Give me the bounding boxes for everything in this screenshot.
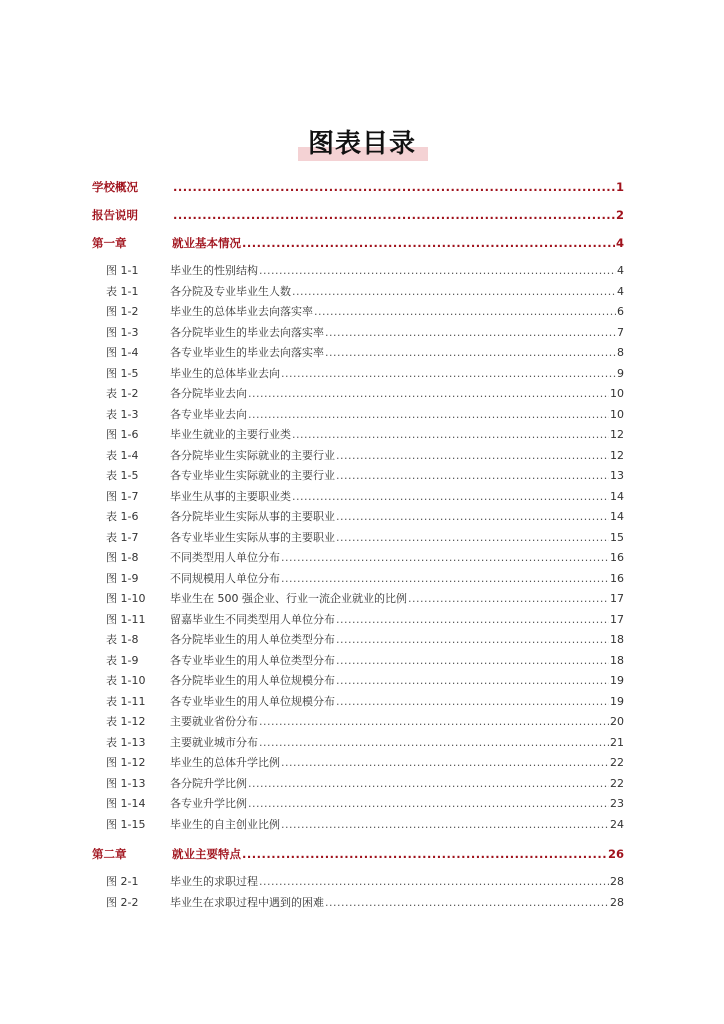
toc-item-title: 各专业毕业生实际就业的主要行业 (170, 469, 335, 483)
toc-item-page: 12 (610, 448, 624, 462)
toc-item-page: 13 (610, 469, 624, 483)
toc-leader-dots (281, 756, 609, 770)
toc-leader-dots (325, 326, 616, 340)
toc-item-label: 表 1-4 (106, 448, 139, 462)
toc-leader-dots (336, 695, 609, 709)
toc-leader-dots (336, 510, 609, 524)
toc-item[interactable] (92, 671, 624, 692)
toc-leader-dots (248, 408, 609, 422)
toc-item-label: 图 1-5 (106, 366, 139, 380)
toc-item[interactable] (92, 364, 624, 385)
toc-item-page: 12 (610, 428, 624, 442)
page-title-text: 图表目录 (307, 129, 416, 159)
toc-item-title: 各专业升学比例 (170, 797, 247, 811)
toc-entry-title: 就业主要特点 (172, 847, 241, 861)
toc-item-title: 各分院毕业生实际就业的主要行业 (170, 448, 335, 462)
toc-item-title: 毕业生从事的主要职业类 (170, 489, 291, 503)
toc-entry-title: 就业基本情况 (172, 236, 241, 250)
toc-item-page: 21 (610, 735, 624, 749)
toc-item-label: 图 1-8 (106, 551, 139, 565)
toc-item-title: 各分院毕业生的毕业去向落实率 (170, 325, 324, 339)
toc-leader-dots (259, 875, 609, 889)
toc-item[interactable] (92, 589, 624, 610)
toc-item-page: 18 (610, 653, 624, 667)
toc-leader-dots (336, 531, 609, 545)
toc-item[interactable] (92, 425, 624, 446)
toc-item-label: 图 1-13 (106, 776, 146, 790)
toc-leader-dots (336, 654, 609, 668)
toc-item-title: 毕业生的性别结构 (170, 264, 258, 278)
toc-item[interactable] (92, 446, 624, 467)
toc-item-label: 表 1-8 (106, 633, 139, 647)
toc-leader-dots (292, 428, 609, 442)
toc-item-title: 毕业生就业的主要行业类 (170, 428, 291, 442)
toc-item-label: 表 1-9 (106, 653, 139, 667)
toc-item-title: 毕业生的总体毕业去向 (170, 366, 280, 380)
toc-item[interactable] (92, 507, 624, 528)
toc-item-title: 不同类型用人单位分布 (170, 551, 280, 565)
toc-item[interactable] (92, 405, 624, 426)
toc-item-label: 表 1-12 (106, 715, 146, 729)
toc-item[interactable] (92, 384, 624, 405)
toc-item-title: 主要就业城市分布 (170, 735, 258, 749)
toc-leader-dots (173, 208, 615, 222)
toc-leader-dots (242, 236, 615, 250)
toc-item-page: 17 (610, 592, 624, 606)
toc-item-label: 表 1-1 (106, 284, 139, 298)
toc-item-title: 各专业毕业生的用人单位类型分布 (170, 653, 335, 667)
toc-item-label: 图 1-11 (106, 612, 146, 626)
toc-item-label: 表 1-10 (106, 674, 146, 688)
toc-item-page: 20 (610, 715, 624, 729)
toc-leader-dots (292, 285, 616, 299)
toc-leader-dots (173, 180, 615, 194)
toc-item-page: 9 (617, 366, 624, 380)
toc-entry-chapter-1[interactable] (92, 236, 624, 250)
toc-entry-label: 第二章 (92, 847, 127, 861)
toc-item-label: 图 1-1 (106, 264, 139, 278)
toc-item-title: 毕业生在 500 强企业、行业一流企业就业的比例 (170, 592, 407, 606)
toc-item-label: 表 1-6 (106, 510, 139, 524)
toc-leader-dots (336, 633, 609, 647)
toc-leader-dots (242, 847, 607, 861)
toc-item-label: 表 1-3 (106, 407, 139, 421)
toc-item-page: 23 (610, 797, 624, 811)
toc-item-page: 22 (610, 776, 624, 790)
toc-item[interactable] (92, 692, 624, 713)
toc-item-page: 4 (617, 264, 624, 278)
toc-leader-dots (248, 387, 609, 401)
toc-entry-label: 第一章 (92, 236, 127, 250)
toc-entry-page: 2 (615, 208, 624, 222)
toc-item-label: 图 1-9 (106, 571, 139, 585)
toc-item-title: 各分院及专业毕业生人数 (170, 284, 291, 298)
toc-item-page: 4 (617, 284, 624, 298)
toc-item[interactable] (92, 323, 624, 344)
toc-entry-school-overview[interactable] (92, 180, 624, 194)
toc-item-label: 图 2-2 (106, 895, 139, 909)
toc-item-label: 图 1-14 (106, 797, 146, 811)
toc-item[interactable] (92, 733, 624, 754)
toc-entry-page: 1 (615, 180, 624, 194)
toc-item-title: 各分院毕业去向 (170, 387, 247, 401)
toc-item-label: 图 1-15 (106, 817, 146, 831)
toc-item[interactable] (92, 487, 624, 508)
chapter-2-list (92, 872, 624, 913)
toc-item-page: 17 (610, 612, 624, 626)
toc-leader-dots (336, 674, 609, 688)
toc-entry-chapter-2[interactable] (92, 847, 624, 861)
toc-item-title: 毕业生的求职过程 (170, 875, 258, 889)
toc-item[interactable] (92, 712, 624, 733)
toc-item-label: 表 1-7 (106, 530, 139, 544)
toc-item-page: 6 (617, 305, 624, 319)
toc-entry-report-notes[interactable] (92, 208, 624, 222)
toc-leader-dots (281, 551, 609, 565)
toc-item-label: 图 1-12 (106, 756, 146, 770)
toc-item-page: 18 (610, 633, 624, 647)
toc-item[interactable] (92, 343, 624, 364)
toc-item-page: 14 (610, 489, 624, 503)
toc-item-page: 10 (610, 407, 624, 421)
toc-item-label: 表 1-2 (106, 387, 139, 401)
toc-entry-page: 4 (615, 236, 624, 250)
toc-item-title: 主要就业省份分布 (170, 715, 258, 729)
toc-leader-dots (336, 613, 609, 627)
toc-entry-page: 26 (607, 847, 624, 861)
toc-leader-dots (259, 736, 609, 750)
toc-item-page: 16 (610, 551, 624, 565)
toc-item-title: 不同规模用人单位分布 (170, 571, 280, 585)
toc-item[interactable] (92, 872, 624, 893)
toc-item-label: 图 1-7 (106, 489, 139, 503)
toc-item-label: 图 1-10 (106, 592, 146, 606)
toc-leader-dots (259, 264, 616, 278)
chapter-1-list (92, 261, 624, 835)
toc-item-page: 19 (610, 694, 624, 708)
toc-item[interactable] (92, 753, 624, 774)
toc-leader-dots (336, 449, 609, 463)
table-of-figures (92, 176, 624, 913)
toc-leader-dots (408, 592, 609, 606)
toc-leader-dots (336, 469, 609, 483)
toc-item-label: 图 1-6 (106, 428, 139, 442)
toc-item-page: 7 (617, 325, 624, 339)
toc-item[interactable] (92, 815, 624, 836)
toc-leader-dots (281, 367, 616, 381)
toc-item-title: 各分院毕业生实际从事的主要职业 (170, 510, 335, 524)
toc-item-page: 10 (610, 387, 624, 401)
toc-leader-dots (248, 777, 609, 791)
toc-leader-dots (314, 305, 616, 319)
toc-item[interactable] (92, 466, 624, 487)
toc-item-title: 毕业生的总体毕业去向落实率 (170, 305, 313, 319)
toc-item[interactable] (92, 893, 624, 914)
toc-leader-dots (248, 797, 609, 811)
page-title (302, 126, 422, 162)
toc-item-title: 各分院毕业生的用人单位规模分布 (170, 674, 335, 688)
toc-leader-dots (259, 715, 609, 729)
toc-item[interactable] (92, 261, 624, 282)
toc-item-page: 14 (610, 510, 624, 524)
toc-item-label: 表 1-5 (106, 469, 139, 483)
toc-item-page: 8 (617, 346, 624, 360)
toc-item-page: 24 (610, 817, 624, 831)
toc-item[interactable] (92, 651, 624, 672)
toc-item[interactable] (92, 548, 624, 569)
toc-item-title: 各专业毕业去向 (170, 407, 247, 421)
toc-item-page: 28 (610, 895, 624, 909)
toc-item-title: 毕业生在求职过程中遇到的困难 (170, 895, 324, 909)
toc-item-label: 图 2-1 (106, 875, 139, 889)
page-title-wrap (0, 126, 724, 162)
toc-item-title: 毕业生的自主创业比例 (170, 817, 280, 831)
toc-item-label: 表 1-11 (106, 694, 146, 708)
toc-item-label: 表 1-13 (106, 735, 146, 749)
toc-item[interactable] (92, 282, 624, 303)
toc-item-label: 图 1-2 (106, 305, 139, 319)
toc-item-page: 28 (610, 875, 624, 889)
toc-item[interactable] (92, 569, 624, 590)
toc-item-title: 各专业毕业生的毕业去向落实率 (170, 346, 324, 360)
toc-item-page: 15 (610, 530, 624, 544)
toc-leader-dots (281, 572, 609, 586)
toc-item-title: 各分院升学比例 (170, 776, 247, 790)
toc-item-page: 16 (610, 571, 624, 585)
toc-item-page: 19 (610, 674, 624, 688)
toc-item-title: 留嘉毕业生不同类型用人单位分布 (170, 612, 335, 626)
toc-item[interactable] (92, 630, 624, 651)
toc-item-title: 毕业生的总体升学比例 (170, 756, 280, 770)
toc-entry-label: 报告说明 (92, 208, 138, 222)
toc-item-label: 图 1-3 (106, 325, 139, 339)
toc-item-title: 各专业毕业生的用人单位规模分布 (170, 694, 335, 708)
toc-entry-label: 学校概况 (92, 180, 138, 194)
toc-leader-dots (281, 818, 609, 832)
toc-item[interactable] (92, 794, 624, 815)
toc-item[interactable] (92, 774, 624, 795)
toc-item[interactable] (92, 528, 624, 549)
toc-leader-dots (325, 896, 609, 910)
toc-item-page: 22 (610, 756, 624, 770)
toc-item-label: 图 1-4 (106, 346, 139, 360)
toc-item[interactable] (92, 302, 624, 323)
toc-item-title: 各专业毕业生实际从事的主要职业 (170, 530, 335, 544)
toc-item[interactable] (92, 610, 624, 631)
toc-leader-dots (325, 346, 616, 360)
toc-leader-dots (292, 490, 609, 504)
toc-item-title: 各分院毕业生的用人单位类型分布 (170, 633, 335, 647)
